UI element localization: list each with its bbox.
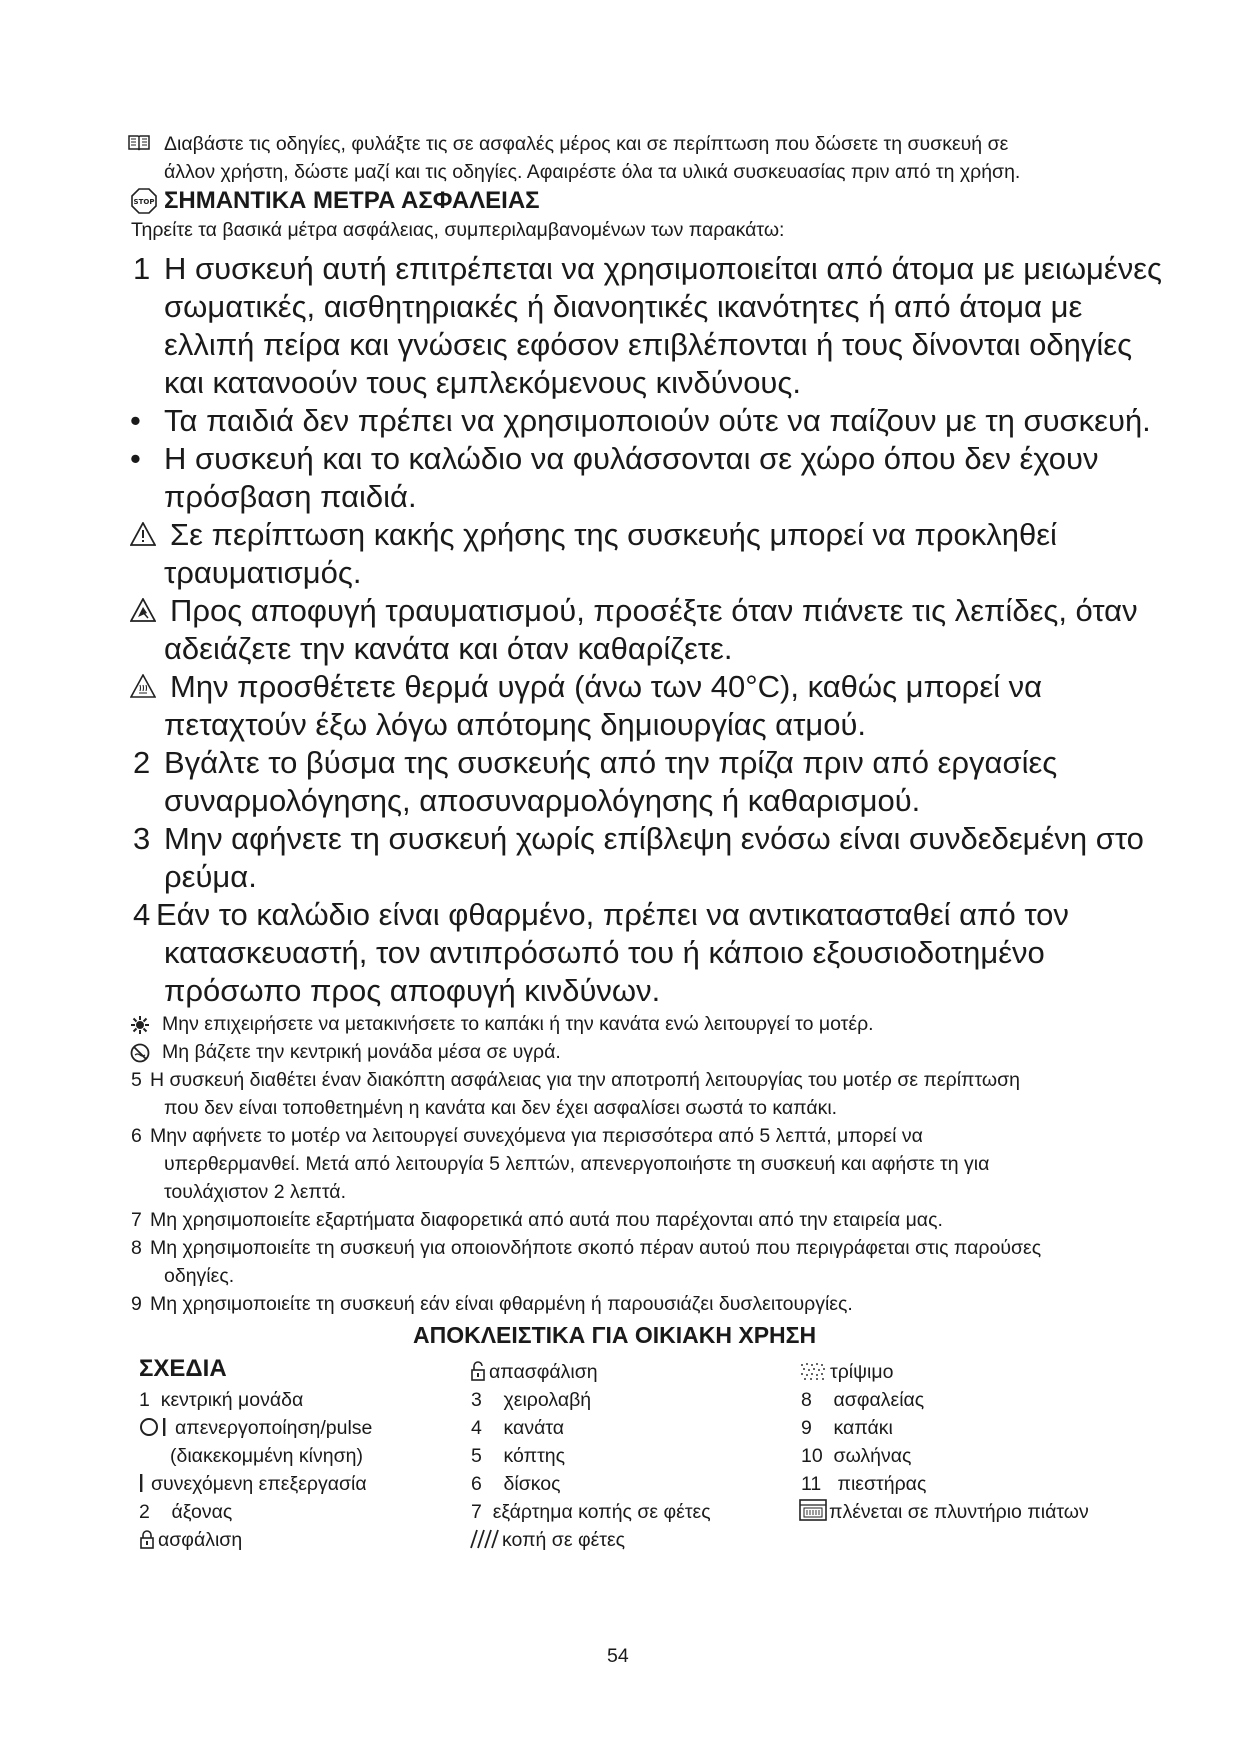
legend-item	[139, 1526, 242, 1557]
legend-text: σωλήνας	[833, 1445, 912, 1467]
warning-line: τραυματισμός.	[164, 555, 362, 590]
legend-num: 10	[801, 1445, 823, 1467]
legend-item	[139, 1386, 303, 1414]
legend-num: 1	[139, 1389, 150, 1411]
legend-item	[471, 1470, 561, 1498]
small-item-line: τουλάχιστον 2 λεπτά.	[164, 1181, 346, 1203]
small-item-line: Μη χρησιμοποιείτε τη συσκευή για οποιονδήποτε σκοπό πέραν αυτού που περιγράφεται στις παρούσες	[150, 1237, 1042, 1259]
off-pulse-icon	[139, 1417, 169, 1445]
legend-text: ασφαλείας	[833, 1389, 925, 1411]
item-marker: 1	[133, 251, 151, 286]
hot-warning-icon	[130, 674, 156, 703]
legend-text: κόπτης	[503, 1445, 566, 1467]
household-use-heading: ΑΠΟΚΛΕΙΣΤΙΚΑ ΓΙΑ ΟΙΚΙΑΚΗ ΧΡΗΣΗ	[413, 1322, 817, 1348]
page-number: 54	[607, 1645, 629, 1667]
blade-warning-icon	[130, 598, 156, 627]
item-1-line: και κατανοούν τους εμπλεκόμενους κινδύνους.	[164, 365, 801, 400]
legend-text: απασφάλιση	[489, 1361, 598, 1383]
drawings-title: ΣΧΕΔΙΑ	[139, 1355, 227, 1382]
legend-text: απενεργοποίηση/pulse	[175, 1417, 373, 1439]
legend-num: 6	[471, 1473, 482, 1495]
book-icon	[128, 134, 150, 157]
bullet-line: Η συσκευή και το καλώδιο να φυλάσσονται σε χώρο όπου δεν έχουν	[164, 441, 1099, 476]
continuous-icon	[139, 1473, 145, 1501]
legend-item	[470, 1358, 598, 1389]
legend-item	[801, 1386, 924, 1414]
item-1-line: σωματικές, αισθητηριακές ή διανοητικές ικανότητες ή από άτομα με	[164, 289, 1083, 324]
blade-warning-line: αδειάζετε την κανάτα και όταν καθαρίζετε.	[164, 631, 733, 666]
bullet-marker: •	[130, 403, 141, 438]
legend-text: άξονας	[171, 1501, 233, 1523]
legend-item	[801, 1414, 893, 1442]
legend-text: δίσκος	[503, 1473, 561, 1495]
legend-text: συνεχόμενη επεξεργασία	[151, 1473, 367, 1495]
legend-text: ασφάλιση	[158, 1529, 243, 1551]
item-4-line: πρόσωπο προς αποφυγή κινδύνων.	[164, 973, 661, 1008]
bullet-marker: •	[130, 441, 141, 476]
safety-subheading: Τηρείτε τα βασικά μέτρα ασφάλειας, συμπεριλαμβανομένων των παρακάτω:	[131, 219, 785, 241]
legend-item	[801, 1470, 926, 1498]
intro-line-1: Διαβάστε τις οδηγίες, φυλάξτε τις σε ασφαλές μέρος και σε περίπτωση που δώσετε τη συσκευή σε	[164, 133, 1009, 155]
unlock-icon	[470, 1361, 486, 1389]
hot-warning-line: πεταχτούν έξω λόγω απότομης δημιουργίας ατμού.	[164, 707, 867, 742]
legend-num: 7	[471, 1501, 482, 1523]
legend-item	[471, 1386, 591, 1414]
stop-icon	[131, 188, 157, 219]
slicing-icon	[470, 1529, 500, 1557]
legend-text: τρίψιμο	[830, 1361, 894, 1383]
legend-item	[139, 1470, 367, 1501]
small-item-marker: 8	[131, 1237, 142, 1259]
legend-num: 11	[801, 1473, 822, 1495]
safety-heading: ΣΗΜΑΝΤΙΚΑ ΜΕΤΡΑ ΑΣΦΑΛΕΙΑΣ	[164, 187, 540, 214]
lock-icon	[139, 1529, 155, 1557]
warning-icon	[130, 522, 156, 551]
small-item-line: Μη βάζετε την κεντρική μονάδα μέσα σε υγρά.	[162, 1041, 561, 1063]
legend-text: κανάτα	[503, 1417, 565, 1439]
item-4-line: Εάν το καλώδιο είναι φθαρμένο, πρέπει να αντικατασταθεί από τον	[156, 897, 1069, 932]
item-2-line: Βγάλτε το βύσμα της συσκευής από την πρίζα πριν από εργασίες	[164, 745, 1058, 780]
legend-item	[799, 1498, 1089, 1529]
small-item-line: Μην επιχειρήσετε να μετακινήσετε το καπάκι ή την κανάτα ενώ λειτουργεί το μοτέρ.	[162, 1013, 874, 1035]
blade-warning-line: Προς αποφυγή τραυματισμού, προσέξτε όταν πιάνετε τις λεπίδες, όταν	[170, 593, 1138, 628]
item-2-line: συναρμολόγησης, αποσυναρμολόγησης ή καθαρισμού.	[164, 783, 921, 818]
warning-line: Σε περίπτωση κακής χρήσης της συσκευής μπορεί να προκληθεί	[170, 517, 1057, 552]
small-item-line: υπερθερμανθεί. Μετά από λειτουργία 5 λεπτών, απενεργοποιήστε τη συσκευή και αφήστε τη για	[164, 1153, 990, 1175]
legend-item	[139, 1414, 372, 1445]
small-item-marker: 9	[131, 1293, 142, 1315]
small-item-line: Μην αφήνετε το μοτέρ να λειτουργεί συνεχόμενα για περισσότερα από 5 λεπτά, μπορεί να	[150, 1125, 923, 1147]
svg-text:STOP: STOP	[133, 198, 155, 206]
legend-item	[801, 1442, 911, 1470]
small-item-marker: 7	[131, 1209, 142, 1231]
no-immerse-icon	[130, 1043, 150, 1068]
legend-text: χειρολαβή	[503, 1389, 592, 1411]
legend-num: 8	[801, 1389, 812, 1411]
legend-text: πλένεται σε πλυντήριο πιάτων	[829, 1501, 1089, 1523]
bullet-line: Τα παιδιά δεν πρέπει να χρησιμοποιούν ούτε να παίζουν με τη συσκευή.	[164, 403, 1151, 438]
legend-text: (διακεκομμένη κίνηση)	[170, 1445, 363, 1467]
legend-item	[471, 1442, 565, 1470]
legend-num: 9	[801, 1417, 812, 1439]
legend-item	[799, 1358, 893, 1389]
small-item-line: που δεν είναι τοποθετημένη η κανάτα και δεν έχει ασφαλίσει σωστά το καπάκι.	[164, 1097, 838, 1119]
small-item-line: Μη χρησιμοποιείτε εξαρτήματα διαφορετικά από αυτά που παρέχονται από την εταιρεία μας.	[150, 1209, 943, 1231]
legend-text: κοπή σε φέτες	[502, 1529, 626, 1551]
item-1-line: ελλιπή πείρα και γνώσεις εφόσον επιβλέπονται ή τους δίνονται οδηγίες	[164, 327, 1133, 362]
item-1-line: Η συσκευή αυτή επιτρέπεται να χρησιμοποιείται από άτομα με μειωμένες	[164, 251, 1162, 286]
item-marker: 3	[133, 821, 151, 856]
small-item-line: Η συσκευή διαθέτει έναν διακόπτη ασφάλειας για την αποτροπή λειτουργίας του μοτέρ σε περίπτωση	[150, 1069, 1021, 1091]
bullet-line: πρόσβαση παιδιά.	[164, 479, 417, 514]
item-4-line: κατασκευαστή, τον αντιπρόσωπό του ή κάποιο εξουσιοδοτημένο	[164, 935, 1045, 970]
legend-item	[139, 1498, 232, 1526]
motor-running-icon	[130, 1015, 150, 1040]
legend-item	[470, 1526, 625, 1557]
small-item-line: Μη χρησιμοποιείτε τη συσκευή εάν είναι φθαρμένη ή παρουσιάζει δυσλειτουργίες.	[150, 1293, 853, 1315]
item-3-line: Μην αφήνετε τη συσκευή χωρίς επίβλεψη ενόσω είναι συνδεδεμένη στο	[164, 821, 1144, 856]
legend-item	[471, 1414, 564, 1442]
legend-num: 4	[471, 1417, 482, 1439]
grating-icon	[799, 1361, 827, 1389]
hot-warning-line: Μην προσθέτετε θερμά υγρά (άνω των 40°C), καθώς μπορεί να	[170, 669, 1043, 704]
dishwasher-icon	[799, 1499, 827, 1529]
legend-item	[170, 1442, 363, 1470]
legend-text: εξάρτημα κοπής σε φέτες	[492, 1501, 711, 1523]
legend-num: 2	[139, 1501, 150, 1523]
legend-text: καπάκι	[833, 1417, 893, 1439]
legend-text: πιεστήρας	[837, 1473, 927, 1495]
small-item-marker: 6	[131, 1125, 142, 1147]
intro-line-2: άλλον χρήστη, δώστε μαζί και τις οδηγίες. Αφαιρέστε όλα τα υλικά συσκευασίας πριν από τη χρήση.	[164, 161, 1021, 183]
legend-item	[471, 1498, 711, 1526]
legend-num: 3	[471, 1389, 482, 1411]
item-3-line: ρεύμα.	[164, 859, 257, 894]
legend-text: κεντρική μονάδα	[160, 1389, 304, 1411]
small-item-line: οδηγίες.	[164, 1265, 235, 1287]
legend-num: 5	[471, 1445, 482, 1467]
item-marker: 4	[133, 897, 151, 932]
item-marker: 2	[133, 745, 151, 780]
small-item-marker: 5	[131, 1069, 142, 1091]
